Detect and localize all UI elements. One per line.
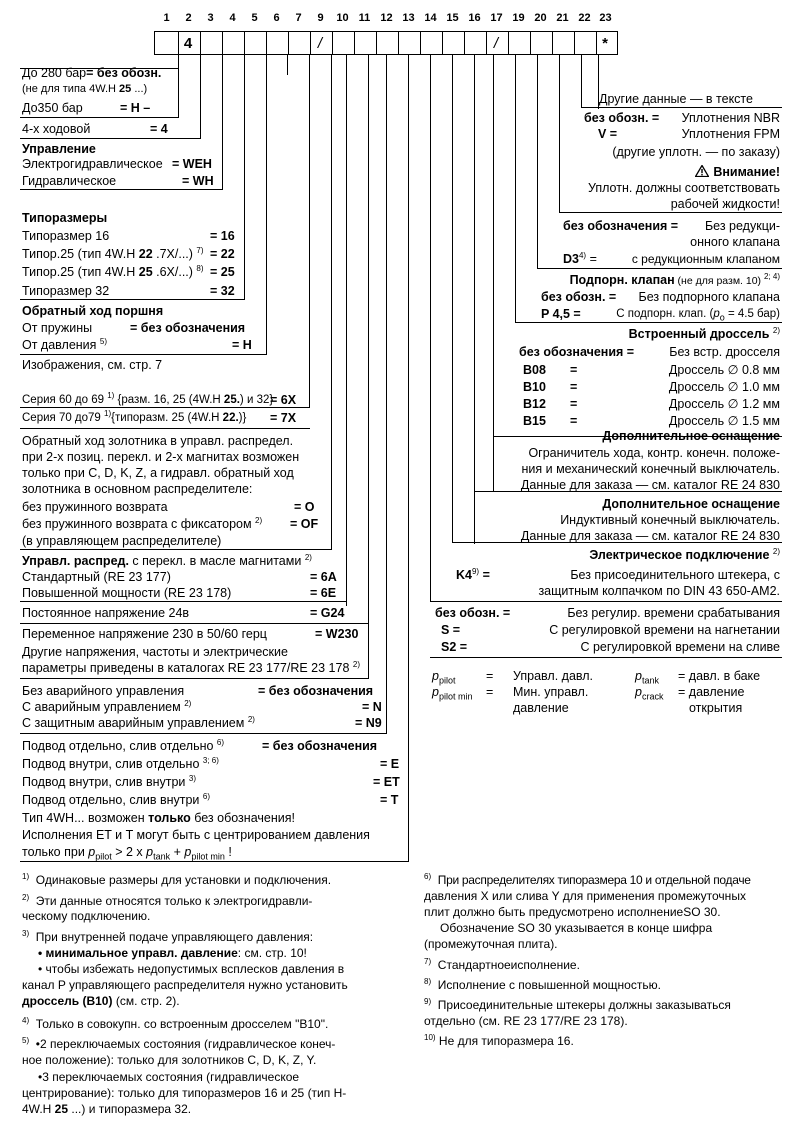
column-number: 14 bbox=[424, 12, 437, 24]
type-code-cell: 4 bbox=[176, 31, 201, 55]
pilot-standard-label: Стандартный (RE 23 177) bbox=[22, 570, 171, 584]
legend-p-pilot-min: $p_{pilot min}$ bbox=[432, 685, 473, 702]
column-number: 13 bbox=[402, 12, 415, 24]
control-hydraulic-label: Гидравлическое bbox=[22, 174, 117, 188]
column-number: 9 bbox=[317, 12, 324, 24]
footnote-6-cont-3: Обозначение SO 30 указывается в конце шифра bbox=[440, 921, 713, 935]
size-25-code: = 25 bbox=[210, 265, 235, 279]
footnote-3: $^{3)}$ При внутренней подаче управляющего давления: bbox=[22, 929, 314, 944]
pressure-350-label: До350 бар bbox=[22, 101, 83, 115]
warning-text-2: рабочей жидкости! bbox=[670, 197, 780, 211]
timing-s2-code: S2 = bbox=[441, 640, 468, 654]
timing-s2-desc: С регулировкой времени на сливе bbox=[580, 640, 780, 654]
column-number: 4 bbox=[229, 12, 236, 24]
pilot-high-label: Повышенной мощности (RE 23 178) bbox=[22, 586, 232, 600]
column-number: 6 bbox=[273, 12, 280, 24]
type-code-cell: * bbox=[593, 31, 618, 55]
legend-p-tank: $p_{tank}$ bbox=[635, 669, 659, 686]
backpressure-p45-code: P 4,5 = bbox=[541, 307, 581, 321]
throttle-eq: = bbox=[570, 380, 578, 394]
footnote-5-b-cont-2: 4W.H 25 ...) и типоразмера 32. bbox=[22, 1102, 192, 1116]
type-code-cell: / bbox=[484, 31, 509, 55]
voltage-dc-label: Постоянное напряжение 24в bbox=[22, 606, 190, 620]
series-6x-code: = 6X bbox=[270, 393, 297, 407]
spool-text-4: золотника в основном распределителе: bbox=[22, 482, 253, 496]
pilot-valve-title: Управл. распред. с перекл. в масле магнитами $^{2)}$ bbox=[22, 552, 312, 568]
timing-none-desc: Без регулир. времени срабатывания bbox=[567, 606, 780, 620]
footnote-6-cont-4: (промежуточная плита). bbox=[424, 937, 558, 951]
spool-no-spring-code: = O bbox=[294, 500, 315, 514]
supply-int-int-code: = ET bbox=[373, 775, 400, 789]
series-6x-label: Серия 60 до 69 $^{1)}$ {разм. 16, 25 (4W.H 25.) и 32} bbox=[22, 391, 274, 406]
four-way-code: = 4 bbox=[150, 122, 168, 136]
legend-crack-desc-2: открытия bbox=[689, 701, 743, 715]
footnote-3-min: • минимальное управл. давление: см. стр. 10! bbox=[38, 946, 307, 960]
spool-text-1: Обратный ход золотника в управл. распредел. bbox=[22, 434, 294, 448]
seal-other-note: (другие уплотн. — по заказу) bbox=[612, 145, 780, 159]
throttle-desc: Дроссель ∅ 0.8 мм bbox=[668, 363, 780, 377]
column-number: 11 bbox=[358, 12, 371, 24]
footnote-2-cont: ческому подключению. bbox=[22, 909, 151, 923]
footnote-3-cont-2: дроссель (B10) (см. стр. 2). bbox=[22, 994, 180, 1008]
legend-crack-desc-1: = давление bbox=[678, 685, 745, 699]
size-16-label: Типоразмер 16 bbox=[22, 229, 110, 243]
voltage-other-1: Другие напряжения, частоты и электрические bbox=[22, 645, 288, 659]
electrical-title: Электрическое подключение $^{2)}$ bbox=[589, 546, 780, 562]
emergency-n-code: = N bbox=[362, 700, 382, 714]
throttle-desc: Дроссель ∅ 1.0 мм bbox=[668, 380, 780, 394]
spool-detent-label: без пружинного возврата с фиксатором $^{2)}$ bbox=[22, 515, 263, 531]
column-number: 2 bbox=[185, 12, 192, 24]
equipment-2-text-2: Данные для заказа — см. каталог RE 24 830 bbox=[520, 529, 780, 543]
legend-pilot-min-desc-2: давление bbox=[513, 701, 569, 715]
series-7x-label: Серия 70 до79 $^{1)}${типоразм. 25 (4W.H 22.)} bbox=[22, 409, 247, 424]
column-number: 20 bbox=[534, 12, 547, 24]
equipment-2-title: Дополнительное оснащение bbox=[602, 497, 780, 511]
pressure-280-note: (не для типа 4W.H 25 ...) bbox=[22, 83, 148, 95]
warning-title: Внимание! bbox=[695, 165, 780, 179]
backpressure-none-desc: Без подпорного клапана bbox=[638, 290, 780, 304]
emergency-none-label: Без аварийного управления bbox=[22, 684, 185, 698]
throttle-eq: = bbox=[570, 363, 578, 377]
pressure-350-code: = H – bbox=[120, 101, 151, 115]
note-4wh: Тип 4WH... возможен только без обозначения! bbox=[22, 811, 295, 825]
legend-eq-1: = bbox=[486, 669, 494, 683]
supply-int-sep-label: Подвод внутри, слив отдельно $^{3; 6)}$ bbox=[22, 755, 219, 771]
emergency-n9-code: = N9 bbox=[355, 716, 382, 730]
footnote-7: $^{7)}$ Стандартноеисполнение. bbox=[424, 957, 580, 972]
column-number: 7 bbox=[295, 12, 302, 24]
column-number: 15 bbox=[446, 12, 459, 24]
footnote-6-cont-1: давления X или слива Y для применения промежуточных bbox=[424, 889, 746, 903]
electrical-k4-desc-1: Без присоединительного штекера, с bbox=[570, 568, 780, 582]
column-number: 3 bbox=[207, 12, 214, 24]
footnote-8: $^{8)}$ Исполнение с повышенной мощностью. bbox=[424, 977, 661, 992]
series-7x-code: = 7X bbox=[270, 411, 297, 425]
voltage-dc-code: = G24 bbox=[310, 606, 345, 620]
equipment-2-text-1: Индуктивный конечный выключатель. bbox=[560, 513, 780, 527]
legend-tank-desc: = давл. в баке bbox=[678, 669, 761, 683]
images-ref: Изображения, см. стр. 7 bbox=[22, 358, 163, 372]
size-22-code: = 22 bbox=[210, 247, 235, 261]
sizes-title: Типоразмеры bbox=[22, 211, 108, 225]
footnote-6: $^{6)}$ При распределителях типоразмера 10 и отдельной подаче bbox=[424, 872, 751, 887]
column-number: 12 bbox=[380, 12, 393, 24]
note-condition: только при $p_{pilot} > 2$ x $p_{tank} + p_{pilot min}$ ! bbox=[22, 845, 232, 862]
throttle-desc: Дроссель ∅ 1.2 мм bbox=[668, 397, 780, 411]
supply-sep-sep-code: = без обозначения bbox=[262, 739, 378, 753]
column-number: 10 bbox=[336, 12, 349, 24]
footnote-2: $^{2)}$ Эти данные относятся только к электрогидравли- bbox=[22, 893, 313, 908]
throttle-code: B12 bbox=[523, 397, 546, 411]
footnote-6-cont-2: плит должно быть предусмотрено исполнениеSO 30. bbox=[424, 905, 721, 919]
backpressure-none-code: без обозн. = bbox=[541, 290, 617, 304]
legend-p-crack: $p_{crack}$ bbox=[635, 685, 664, 702]
size-32-label: Типоразмер 32 bbox=[22, 284, 110, 298]
control-electro-label: Электрогидравлическое bbox=[22, 157, 163, 171]
column-number: 22 bbox=[578, 12, 591, 24]
footnote-3-cont: канал P управляющего распределителя нужно установить bbox=[22, 978, 348, 992]
column-number: 17 bbox=[490, 12, 503, 24]
legend-pilot-desc: Управл. давл. bbox=[513, 669, 594, 683]
footnote-5-b-cont: центрирование): только для типоразмеров 16 и 25 (тип H- bbox=[22, 1086, 347, 1100]
footnote-10: $^{10)}$ Не для типоразмера 16. bbox=[424, 1033, 574, 1048]
column-number: 21 bbox=[556, 12, 569, 24]
spool-no-spring-label: без пружинного возврата bbox=[22, 500, 168, 514]
size-22-label: Типор.25 (тип 4W.H 22 .7X/...) $^{7)}$ bbox=[22, 245, 204, 261]
throttle-desc: Дроссель ∅ 1.5 мм bbox=[668, 414, 780, 428]
warning-icon bbox=[695, 165, 709, 177]
equipment-1-title: Дополнительное оснащение bbox=[602, 429, 780, 443]
voltage-ac-code: = W230 bbox=[315, 627, 359, 641]
column-number: 16 bbox=[468, 12, 481, 24]
throttle-none-desc: Без встр. дросселя bbox=[669, 345, 780, 359]
equipment-1-text-2: ния и механический конечный выключатель. bbox=[521, 462, 780, 476]
control-title: Управление bbox=[22, 142, 96, 156]
voltage-ac-label: Переменное напряжение 230 в 50/60 герц bbox=[22, 627, 267, 641]
reducer-none-desc-1: Без редукци- bbox=[704, 219, 780, 233]
spool-text-7: (в управляющем распределителе) bbox=[22, 534, 222, 548]
return-pressure-code: = H bbox=[232, 338, 252, 352]
spool-text-3: только при C, D, K, Z, а гидравл. обратный ход bbox=[22, 466, 294, 480]
supply-sep-int-label: Подвод отдельно, слив внутри $^{6)}$ bbox=[22, 791, 211, 807]
timing-none-code: без обозн. = bbox=[435, 606, 511, 620]
supply-int-int-label: Подвод внутри, слив внутри $^{3)}$ bbox=[22, 773, 196, 789]
emergency-none-code: = без обозначения bbox=[258, 684, 374, 698]
voltage-other-2: параметры приведены в каталогах RE 23 177/RE 23 178 $^{2)}$ bbox=[22, 659, 361, 675]
throttle-code: B15 bbox=[523, 414, 546, 428]
equipment-1-text-1: Ограничитель хода, контр. конечн. положе- bbox=[528, 446, 780, 460]
reducer-none-desc-2: онного клапана bbox=[690, 235, 780, 249]
footnote-5-cont: ное положение): только для золотников C, D, K, Z, Y. bbox=[22, 1053, 317, 1067]
spool-detent-code: = OF bbox=[290, 517, 319, 531]
pressure-280-label: До 280 бар= без обозн. bbox=[22, 66, 162, 80]
seal-nbr-desc: Уплотнения NBR bbox=[681, 111, 780, 125]
throttle-eq: = bbox=[570, 397, 578, 411]
pilot-high-code: = 6E bbox=[310, 586, 337, 600]
return-spring-code: = без обозначения bbox=[130, 321, 246, 335]
throttle-code: B10 bbox=[523, 380, 546, 394]
electrical-k4-code: $K4^{9)}$ = bbox=[456, 566, 490, 582]
backpressure-p45-desc: С подпорн. клап. ($p_o = 4.5$ бар) bbox=[616, 308, 780, 323]
throttle-code: B08 bbox=[523, 363, 546, 377]
electrical-k4-desc-2: защитным колпачком по DIN 43 650-AM2. bbox=[538, 584, 780, 598]
column-number: 1 bbox=[163, 12, 170, 24]
supply-sep-int-code: = T bbox=[380, 793, 399, 807]
supply-int-sep-code: = E bbox=[380, 757, 400, 771]
reducer-none-code: без обозначения = bbox=[563, 219, 679, 233]
footnote-9: $^{9)}$ Присоединительные штекеры должны заказываться bbox=[424, 997, 731, 1012]
footnote-3-throttle: • чтобы избежать недопустимых всплесков давления в bbox=[38, 962, 345, 976]
pilot-standard-code: = 6A bbox=[310, 570, 337, 584]
column-number: 19 bbox=[512, 12, 525, 24]
footnote-4: $^{4)}$ Только в совокупн. со встроенным дросселем "B10". bbox=[22, 1016, 329, 1031]
legend-eq-2: = bbox=[486, 685, 494, 699]
type-code-cell: / bbox=[308, 31, 333, 55]
size-32-code: = 32 bbox=[210, 284, 235, 298]
emergency-n9-label: С защитным аварийным управлением $^{2)}$ bbox=[22, 714, 255, 730]
supply-sep-sep-label: Подвод отдельно, слив отдельно $^{6)}$ bbox=[22, 737, 225, 753]
reducer-d3-code: $D3^{4)}$ = bbox=[563, 250, 597, 266]
footnote-5: $^{5)}$ •2 переключаемых состояния (гидравлическое конеч- bbox=[22, 1036, 336, 1051]
reducer-d3-desc: с редукционным клапаном bbox=[631, 252, 780, 266]
throttle-eq: = bbox=[570, 414, 578, 428]
timing-s-desc: С регулировкой времени на нагнетании bbox=[549, 623, 780, 637]
emergency-n-label: С аварийным управлением $^{2)}$ bbox=[22, 698, 192, 714]
return-pressure-label: От давления $^{5)}$ bbox=[22, 336, 108, 352]
piston-return-title: Обратный ход поршня bbox=[22, 304, 164, 318]
seal-nbr-code: без обозн. = bbox=[584, 111, 660, 125]
footnote-1: $^{1)}$ Одинаковые размеры для установки и подключения. bbox=[22, 872, 332, 887]
footnote-9-cont: отдельно (см. RE 23 177/RE 23 178). bbox=[424, 1014, 628, 1028]
footnote-5-b: •3 переключаемых состояния (гидравлическое bbox=[38, 1070, 300, 1084]
seal-fpm-code: V = bbox=[598, 127, 618, 141]
timing-s-code: S = bbox=[441, 623, 461, 637]
equipment-1-text-3: Данные для заказа — см. каталог RE 24 830 bbox=[520, 478, 780, 492]
throttle-none-code: без обозначения = bbox=[519, 345, 635, 359]
spool-text-2: при 2-х позиц. перекл. и 2-х магнитах возможен bbox=[22, 450, 300, 464]
size-25-label: Типор.25 (тип 4W.H 25 .6X/...) $^{8)}$ bbox=[22, 263, 204, 279]
legend-pilot-min-desc-1: Мин. управл. bbox=[513, 685, 589, 699]
note-et-t: Исполнения ET и T могут быть с центрированием давления bbox=[22, 828, 370, 842]
throttle-title: Встроенный дроссель $^{2)}$ bbox=[628, 325, 780, 341]
four-way-label: 4-х ходовой bbox=[22, 122, 91, 136]
warning-text-1: Уплотн. должны соответствовать bbox=[587, 181, 780, 195]
return-spring-label: От пружины bbox=[22, 321, 93, 335]
other-data-label: Другие данные — в тексте bbox=[599, 92, 753, 106]
column-number: 5 bbox=[251, 12, 258, 24]
control-electro-code: = WEH bbox=[172, 157, 212, 171]
control-hydraulic-code: = WH bbox=[182, 174, 214, 188]
seal-fpm-desc: Уплотнения FPM bbox=[681, 127, 780, 141]
backpressure-title: Подпорн. клапан (не для разм. 10) $^{2; 4)}$ bbox=[569, 271, 780, 287]
legend-p-pilot: $p_{pilot}$ bbox=[432, 669, 456, 686]
size-16-code: = 16 bbox=[210, 229, 235, 243]
column-number: 23 bbox=[599, 12, 612, 24]
